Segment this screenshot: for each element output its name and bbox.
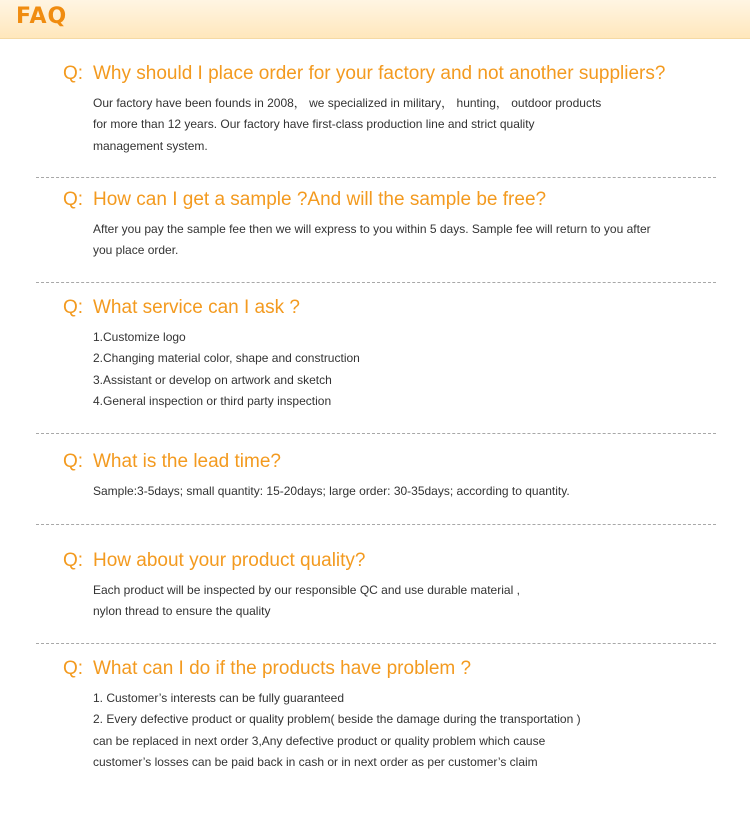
answer-line: 2.Changing material color, shape and construction: [93, 351, 360, 366]
faq-question: [63, 549, 366, 573]
question-prefix: Q:: [63, 550, 84, 571]
question-prefix: Q:: [63, 189, 84, 210]
faq-question: [63, 657, 471, 681]
answer-line: 1.Customize logo: [93, 330, 186, 344]
faq-answer: [93, 93, 733, 157]
answer-line: you place order.: [93, 243, 179, 258]
faq-answer: [93, 327, 733, 412]
answer-line: customer’s losses can be paid back in cash or in next order as per customer’s claim: [93, 754, 538, 769]
faq-question: [63, 188, 546, 212]
dashed-divider: [36, 643, 716, 644]
dashed-divider: [36, 177, 716, 178]
question-prefix: Q:: [63, 451, 84, 472]
answer-line: Each product will be inspected by our responsible QC and use durable material ,: [93, 583, 520, 597]
answer-line: nylon thread to ensure the quality: [93, 604, 271, 619]
question-prefix: Q:: [63, 63, 84, 84]
faq-answer: [93, 219, 733, 262]
question-text: How can I get a sample ?And will the sample be free?: [93, 189, 547, 210]
answer-line: Sample:3-5days; small quantity: 15-20days; large order: 30-35days; according to quantity.: [93, 484, 570, 498]
faq-answer: [93, 481, 733, 502]
faq-header-bar: [0, 0, 750, 39]
question-text: What is the lead time?: [93, 451, 281, 472]
dashed-divider: [36, 282, 716, 283]
question-text: What service can I ask ?: [93, 297, 300, 318]
answer-line: 4.General inspection or third party inspection: [93, 393, 332, 408]
question-text: Why should I place order for your factory and not another suppliers?: [93, 63, 666, 84]
answer-line: Our factory have been founds in 2008， we specialized in military， hunting， outdoor products: [93, 96, 602, 110]
dashed-divider: [36, 524, 716, 525]
faq-answer: [93, 580, 733, 623]
answer-line: 2. Every defective product or quality problem( beside the damage during the transportation ): [93, 712, 581, 727]
answer-line: After you pay the sample fee then we will express to you within 5 days. Sample fee will return to you after: [93, 222, 651, 236]
question-text: How about your product quality?: [93, 550, 366, 571]
answer-line: can be replaced in next order 3,Any defective product or quality problem which cause: [93, 733, 546, 748]
faq-question: [63, 62, 665, 86]
question-text: What can I do if the products have problem ?: [93, 658, 472, 679]
answer-line: management system.: [93, 138, 208, 153]
page-title: FAQ: [16, 4, 68, 29]
answer-line: for more than 12 years. Our factory have first-class production line and strict quality: [93, 117, 535, 132]
faq-question: [63, 296, 300, 320]
answer-line: 1. Customer’s interests can be fully guaranteed: [93, 691, 345, 705]
dashed-divider: [36, 433, 716, 434]
answer-line: 3.Assistant or develop on artwork and sketch: [93, 372, 332, 387]
faq-answer: [93, 688, 733, 773]
question-prefix: Q:: [63, 658, 84, 679]
question-prefix: Q:: [63, 297, 84, 318]
faq-question: [63, 450, 281, 474]
